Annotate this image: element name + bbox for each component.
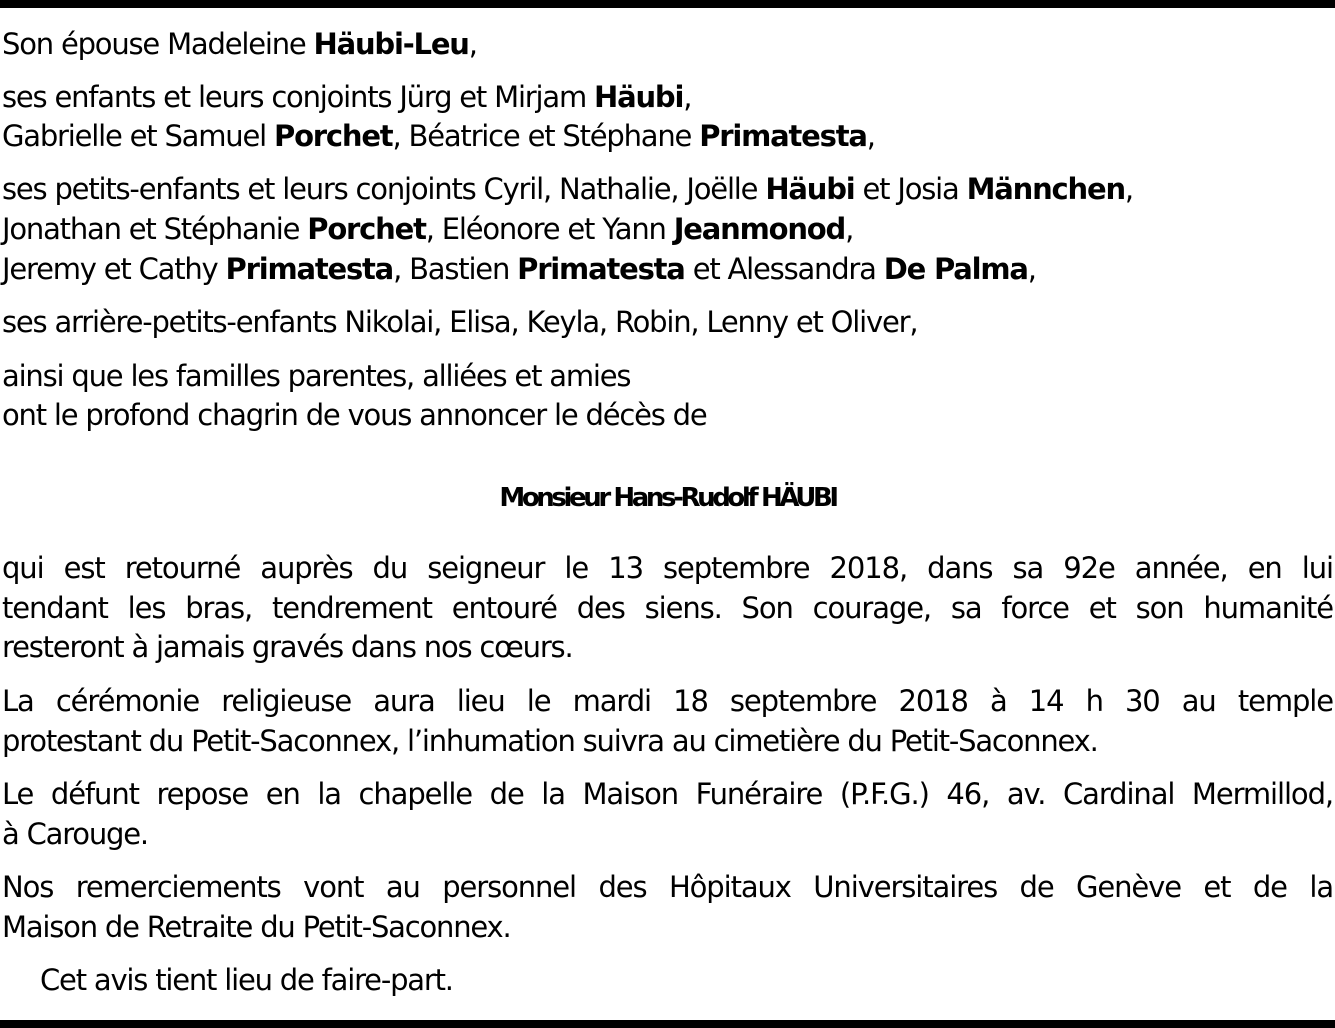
children-line-1: [2, 77, 691, 117]
grandchildren-text: et Alessandra: [684, 252, 884, 286]
grandchildren-text: ses petits-enfants et leurs conjoints Cyril, Nathalie, Joëlle: [2, 172, 766, 206]
great-grandchildren-line: ses arrière-petits-enfants Nikolai, Elisa, Keyla, Robin, Lenny et Oliver,: [2, 305, 918, 339]
thanks-line-2: Maison de Retraite du Petit-Saconnex.: [2, 910, 511, 944]
spouse-line: [2, 24, 477, 64]
family-name: Primatesta: [225, 252, 394, 286]
passing-line-2: tendant les bras, tendrement entouré des siens. Son courage, sa force et son humanité: [2, 591, 1333, 625]
passing-line-3: resteront à jamais gravés dans nos cœurs.: [2, 630, 573, 664]
passing-line-1: qui est retourné auprès du seigneur le 13 septembre 2018, dans sa 92e année, en lui: [2, 551, 1333, 585]
grandchildren-text: Jeremy et Cathy: [2, 252, 226, 286]
children-text: Gabrielle et Samuel: [2, 119, 275, 153]
family-name: Primatesta: [699, 119, 867, 153]
grandchildren-text: , Bastien: [393, 252, 518, 286]
relatives-line-2: ont le profond chagrin de vous annoncer le décès de: [2, 398, 707, 432]
grandchildren-text: Jonathan et Stéphanie: [2, 212, 308, 246]
family-name: Männchen: [966, 172, 1125, 206]
children-text: ses enfants et leurs conjoints Jürg et Mirjam: [2, 80, 595, 114]
spouse-text: Son épouse Madeleine: [2, 27, 314, 61]
family-name: Porchet: [307, 212, 426, 246]
children-text: , Béatrice et Stéphane: [392, 119, 700, 153]
family-name: Primatesta: [517, 252, 685, 286]
spouse-name: Häubi-Leu: [313, 27, 469, 61]
ceremony-line-1: La cérémonie religieuse aura lieu le mardi 18 septembre 2018 à 14 h 30 au temple: [2, 684, 1333, 718]
deceased-name: Monsieur Hans-Rudolf HÄUBI: [499, 483, 836, 513]
punctuation: ,: [683, 80, 692, 114]
rests-line-1: Le défunt repose en la chapelle de la Maison Funéraire (P.F.G.) 46, av. Cardinal Mermillod,: [2, 777, 1333, 811]
rests-line-2: à Carouge.: [2, 817, 148, 851]
grandchildren-line-2: [2, 209, 853, 249]
punctuation: ,: [468, 27, 477, 61]
family-name: Häubi: [765, 172, 855, 206]
family-name: De Palma: [883, 252, 1028, 286]
punctuation: ,: [1027, 252, 1036, 286]
grandchildren-text: et Josia: [854, 172, 967, 206]
top-rule: [0, 0, 1335, 8]
family-name: Jeanmonod: [673, 212, 846, 246]
grandchildren-line-1: [2, 169, 1133, 209]
family-name: Häubi: [594, 80, 684, 114]
punctuation: ,: [845, 212, 854, 246]
children-line-2: [2, 116, 875, 156]
punctuation: ,: [866, 119, 875, 153]
grandchildren-text: , Eléonore et Yann: [425, 212, 674, 246]
relatives-line-1: ainsi que les familles parentes, alliées et amies: [2, 359, 631, 393]
bottom-rule: [0, 1020, 1335, 1028]
grandchildren-line-3: [2, 249, 1036, 289]
punctuation: ,: [1124, 172, 1133, 206]
family-name: Porchet: [274, 119, 393, 153]
thanks-line-1: Nos remerciements vont au personnel des Hôpitaux Universitaires de Genève et de la: [2, 870, 1333, 904]
closing-line: Cet avis tient lieu de faire-part.: [40, 963, 453, 997]
ceremony-line-2: protestant du Petit-Saconnex, l’inhumation suivra au cimetière du Petit-Saconnex.: [2, 724, 1098, 758]
